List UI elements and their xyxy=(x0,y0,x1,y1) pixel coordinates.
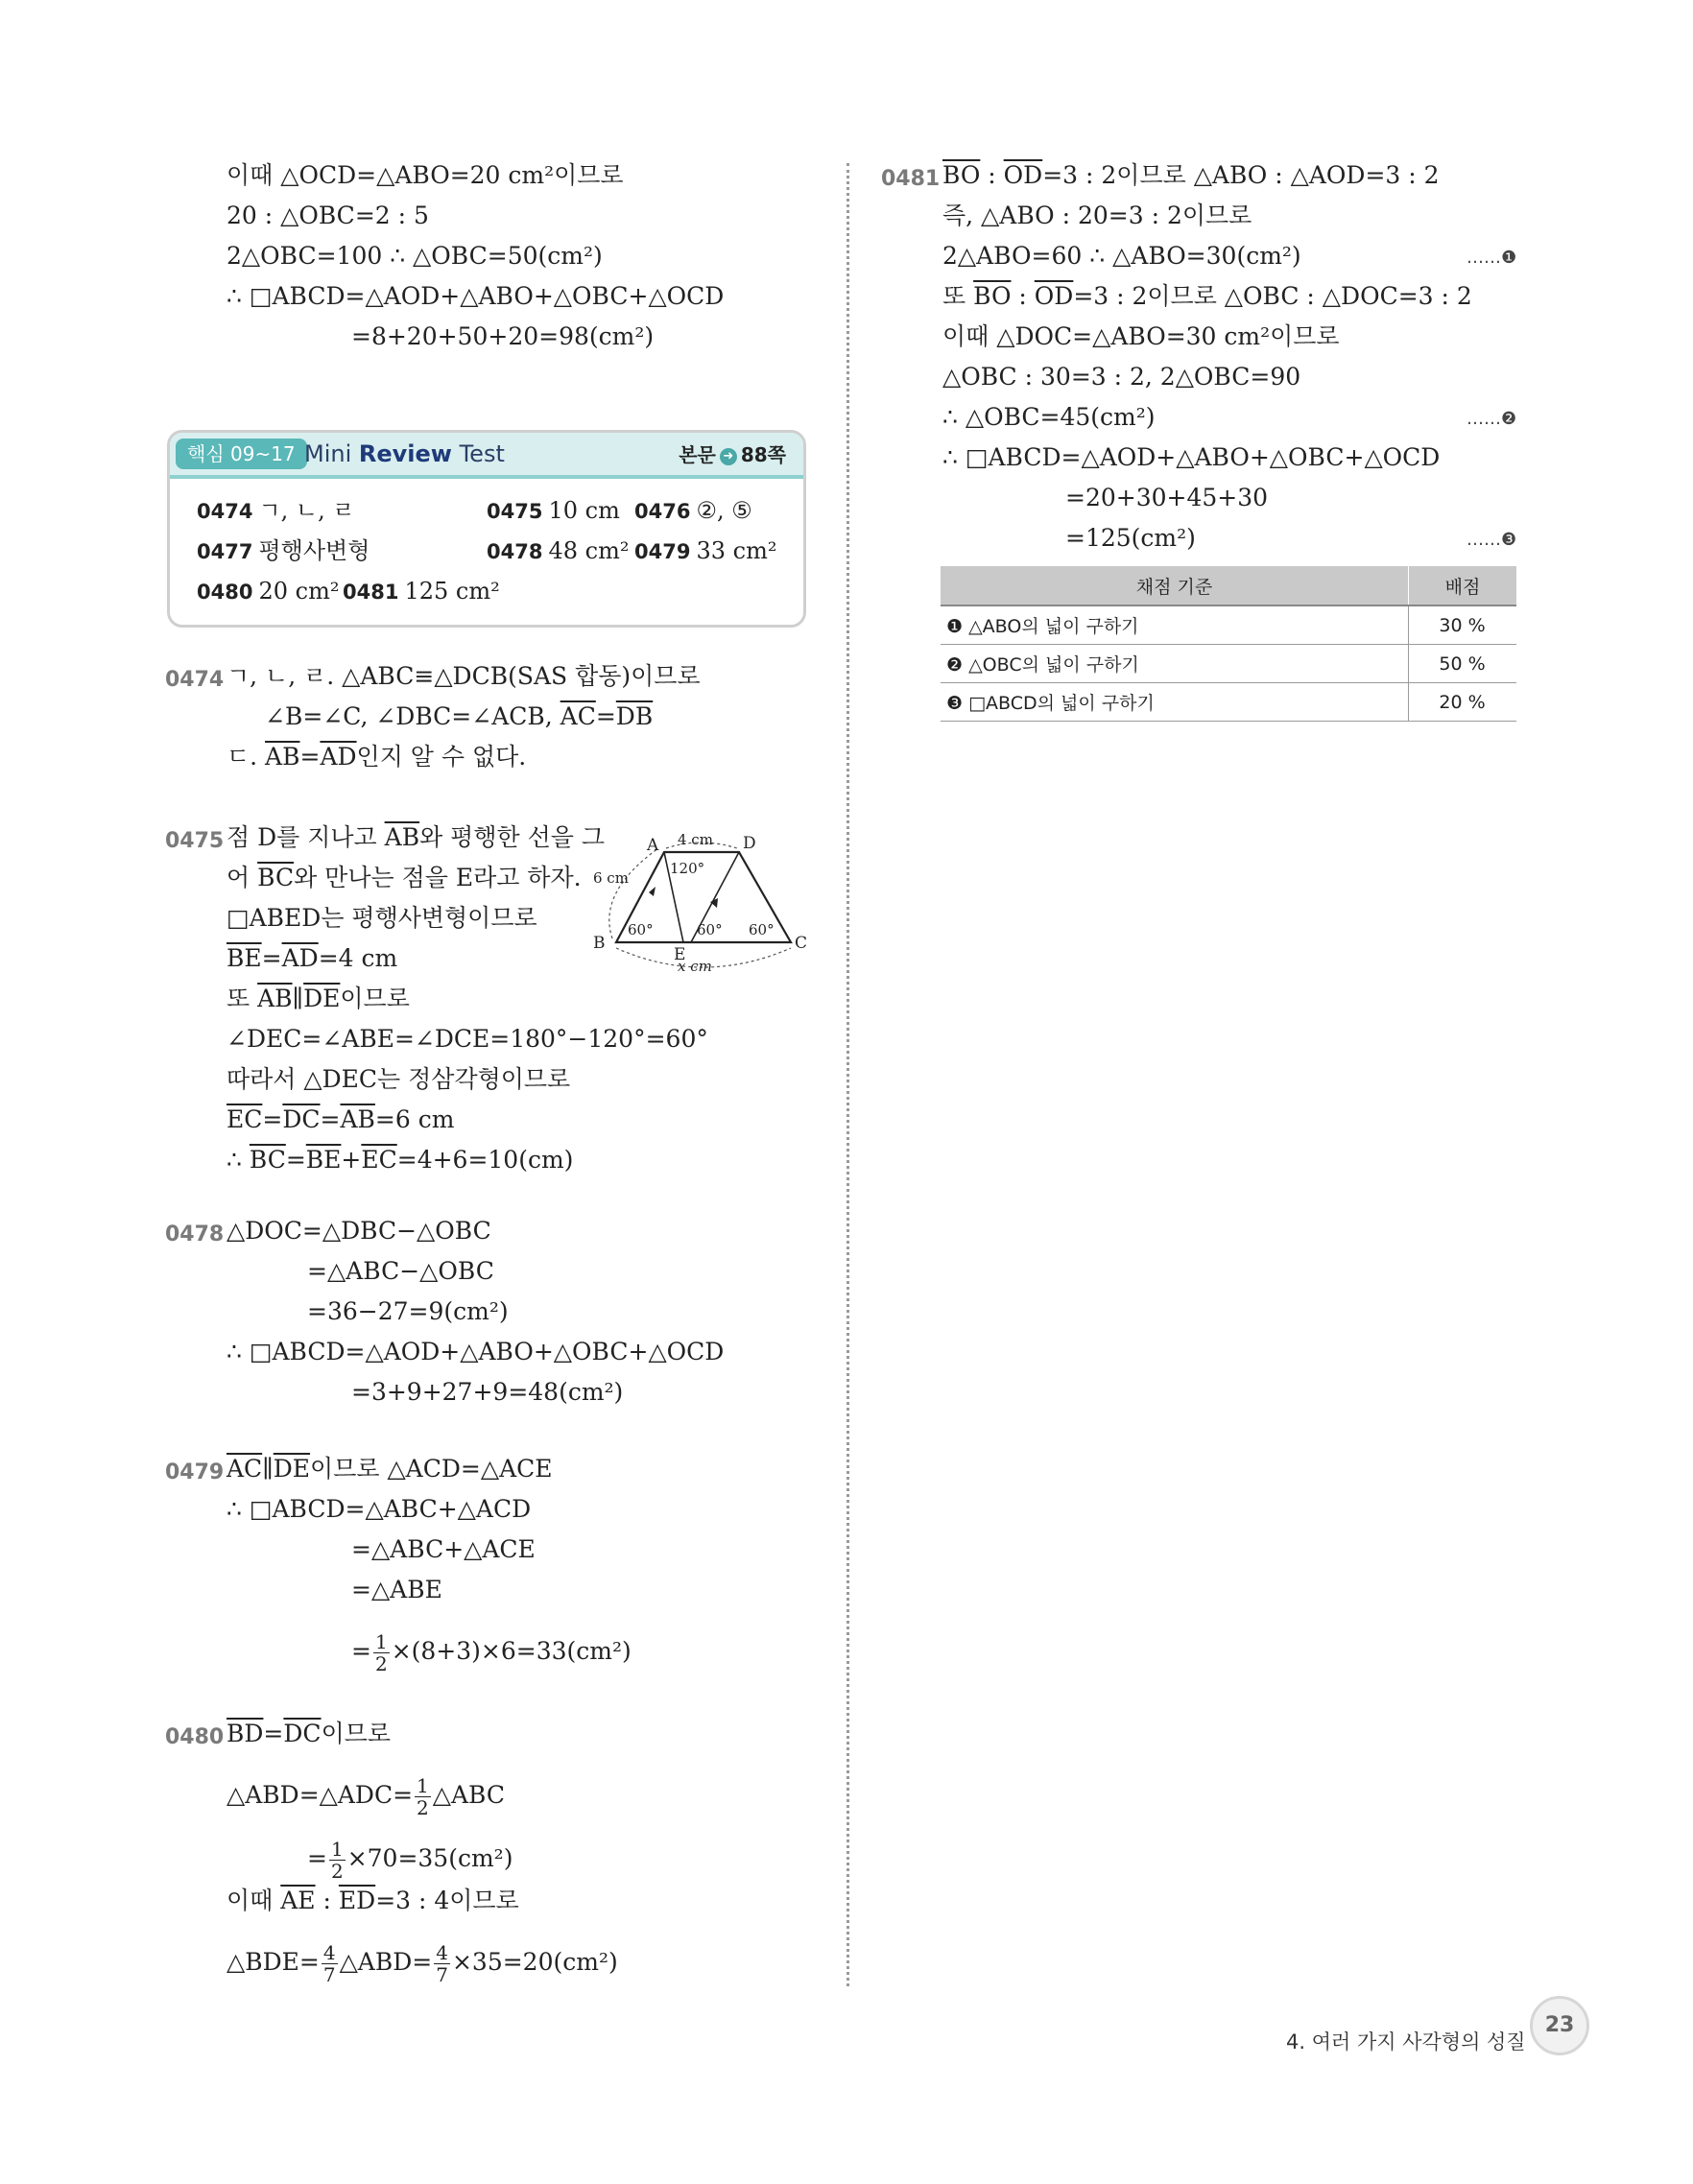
text-line: $\overline{BD}=\overline{DC}$이므로 xyxy=(227,1720,392,1747)
text-line: 어 $\overline{BC}$와 만나는 점을 E라고 하자. xyxy=(227,864,582,891)
answer-item: 0477 평행사변형 xyxy=(197,537,370,564)
trapezoid-figure xyxy=(589,825,820,979)
length-label: 6 cm xyxy=(593,869,629,887)
length-label: 4 cm xyxy=(678,831,713,848)
criteria-cell: ❷ △OBC의 넓이 구하기 xyxy=(941,645,1409,683)
text-line: ∴ □ABCD=△AOD+△ABO+△OBC+△OCD xyxy=(942,443,1441,471)
text-line: 20 : △OBC=2 : 5 xyxy=(227,202,429,229)
point-label: C xyxy=(795,934,808,953)
page-number: 23 xyxy=(1530,1996,1589,2055)
angle-label: 60° xyxy=(628,921,654,938)
text-line: 또 $\overline{AB}\parallel\overline{DE}$이므로 xyxy=(227,985,410,1012)
step-marker-1: ……❶ xyxy=(1466,248,1517,268)
mini-review-title: Mini Review Test xyxy=(304,440,505,467)
point-label: A xyxy=(647,836,659,855)
table-header-row xyxy=(941,566,1516,605)
scoring-table xyxy=(941,566,1516,722)
text-line: =△ABC−△OBC xyxy=(307,1257,494,1285)
chapter-title: 4. 여러 가지 사각형의 성질 xyxy=(1286,2030,1526,2053)
table-row xyxy=(941,683,1516,722)
step-marker-2: ……❷ xyxy=(1466,409,1517,429)
mini-review-header xyxy=(170,433,803,479)
text-line: 2△ABO=60 ∴ △ABO=30(cm²) xyxy=(942,242,1301,270)
points-cell: 50 % xyxy=(1409,645,1517,683)
text-line: =36−27=9(cm²) xyxy=(307,1297,509,1325)
points-header: 배점 xyxy=(1409,566,1517,605)
text-line: 또 $\overline{BO}$ : $\overline{OD}=3$ : 2이므로 △OBC : △DOC=3 : 2 xyxy=(942,282,1472,310)
criteria-header: 채점 기준 xyxy=(941,566,1409,605)
answer-item: 0479 33 cm² xyxy=(634,537,777,564)
table-row xyxy=(941,605,1516,645)
criteria-cell: ❶ △ABO의 넓이 구하기 xyxy=(941,605,1409,645)
text-line: □ABED는 평행사변형이므로 xyxy=(227,904,537,932)
text-line: =125(cm²) xyxy=(1065,524,1196,552)
text-line: ∴ △OBC=45(cm²) xyxy=(942,403,1156,431)
text-line: =△ABC+△ACE xyxy=(351,1535,536,1563)
text-line: 즉, △ABO : 20=3 : 2이므로 xyxy=(942,202,1252,229)
text-line: $\overline{BE}=\overline{AD}=4$ cm xyxy=(227,944,398,972)
text-line: △BDE= $\frac{4}{7}$ △ABD= $\frac{4}{7}$ ×35=20(cm²) xyxy=(227,1941,618,1986)
text-line: ∴ □ABCD=△AOD+△ABO+△OBC+△OCD xyxy=(227,282,725,310)
text-line: 2△OBC=100 ∴ △OBC=50(cm²) xyxy=(227,242,603,270)
answer-item: 0480 20 cm² xyxy=(197,578,340,605)
page-reference: 본문 ➜ 88쪽 xyxy=(679,443,786,466)
text-line: 이때 △OCD=△ABO=20 cm²이므로 xyxy=(227,161,624,189)
text-line: =8+20+50+20=98(cm²) xyxy=(351,322,655,350)
text-line: △DOC=△DBC−△OBC xyxy=(227,1217,491,1245)
angle-label: 60° xyxy=(749,921,775,938)
text-line: 점 D를 지나고 $\overline{AB}$와 평행한 선을 그 xyxy=(227,823,605,851)
answer-item: 0474 ㄱ, ㄴ, ㄹ xyxy=(197,497,355,524)
arrow-right-icon: ➜ xyxy=(720,448,737,465)
text-line: 이때 $\overline{AE}$ : $\overline{ED}=3$ : 4이므로 xyxy=(227,1887,519,1914)
text-line: △ABD=△ADC= $\frac{1}{2}$ △ABC xyxy=(227,1774,506,1819)
text-line: 이때 △DOC=△ABO=30 cm²이므로 xyxy=(942,322,1340,350)
table-row xyxy=(941,645,1516,683)
points-cell: 30 % xyxy=(1409,605,1517,645)
text-line: ∴ □ABCD=△AOD+△ABO+△OBC+△OCD xyxy=(227,1338,725,1365)
step-marker-3: ……❸ xyxy=(1466,530,1517,550)
text-line: $\overline{AC}\parallel\overline{DE}$이므로 △ACD=△ACE xyxy=(227,1455,553,1483)
text-line: =20+30+45+30 xyxy=(1065,484,1269,511)
point-label: B xyxy=(593,934,606,953)
text-line: =△ABE xyxy=(351,1576,442,1603)
text-line: ∠DEC=∠ABE=∠DCE=180°−120°=60° xyxy=(227,1025,708,1053)
angle-label: 60° xyxy=(697,921,723,938)
points-cell: 20 % xyxy=(1409,683,1517,722)
problem-number: 0481 xyxy=(881,167,941,191)
problem-number: 0480 xyxy=(165,1725,225,1749)
text-line: ∠B=∠C, ∠DBC=∠ACB, $\overline{AC}=\overline{DB}$ xyxy=(265,702,654,730)
text-line: △OBC : 30=3 : 2, 2△OBC=90 xyxy=(942,363,1301,391)
text-line: ㄱ, ㄴ, ㄹ. △ABC≡△DCB(SAS 합동)이므로 xyxy=(227,662,701,690)
point-label: D xyxy=(743,834,756,853)
point-label: E xyxy=(674,945,686,964)
text-line: = $\frac{1}{2}$ ×(8+3)×6=33(cm²) xyxy=(351,1630,632,1675)
problem-number: 0475 xyxy=(165,829,225,853)
core-tag: 핵심 09~17 xyxy=(176,439,307,469)
text-line: = $\frac{1}{2}$ ×70=35(cm²) xyxy=(307,1838,513,1883)
text-line: 따라서 △DEC는 정삼각형이므로 xyxy=(227,1065,571,1093)
text-line: ∴ □ABCD=△ABC+△ACD xyxy=(227,1495,532,1523)
criteria-cell: ❸ □ABCD의 넓이 구하기 xyxy=(941,683,1409,722)
angle-label: 120° xyxy=(670,860,705,877)
mini-review-box xyxy=(167,430,806,628)
answer-item: 0476 ②, ⑤ xyxy=(634,497,752,524)
text-line: $\overline{EC}=\overline{DC}=\overline{AB}=6$ cm xyxy=(227,1105,455,1133)
answer-item: 0475 10 cm xyxy=(487,497,620,524)
answer-item: 0478 48 cm² xyxy=(487,537,630,564)
problem-number: 0474 xyxy=(165,668,225,692)
text-line: ∴ $\overline{BC}=\overline{BE}+\overline{EC}=4+6=10(cm)$ xyxy=(227,1146,574,1174)
text-line: ㄷ. $\overline{AB}=\overline{AD}$인지 알 수 없다. xyxy=(227,743,527,771)
text-line: $\overline{BO}$ : $\overline{OD}=3$ : 2이므로 △ABO : △AOD=3 : 2 xyxy=(942,161,1440,189)
problem-number: 0479 xyxy=(165,1460,225,1484)
text-line: =3+9+27+9=48(cm²) xyxy=(351,1378,624,1406)
length-label: x cm xyxy=(678,958,712,975)
column-divider xyxy=(846,163,849,1986)
answer-item: 0481 125 cm² xyxy=(343,578,500,605)
problem-number: 0478 xyxy=(165,1223,225,1246)
